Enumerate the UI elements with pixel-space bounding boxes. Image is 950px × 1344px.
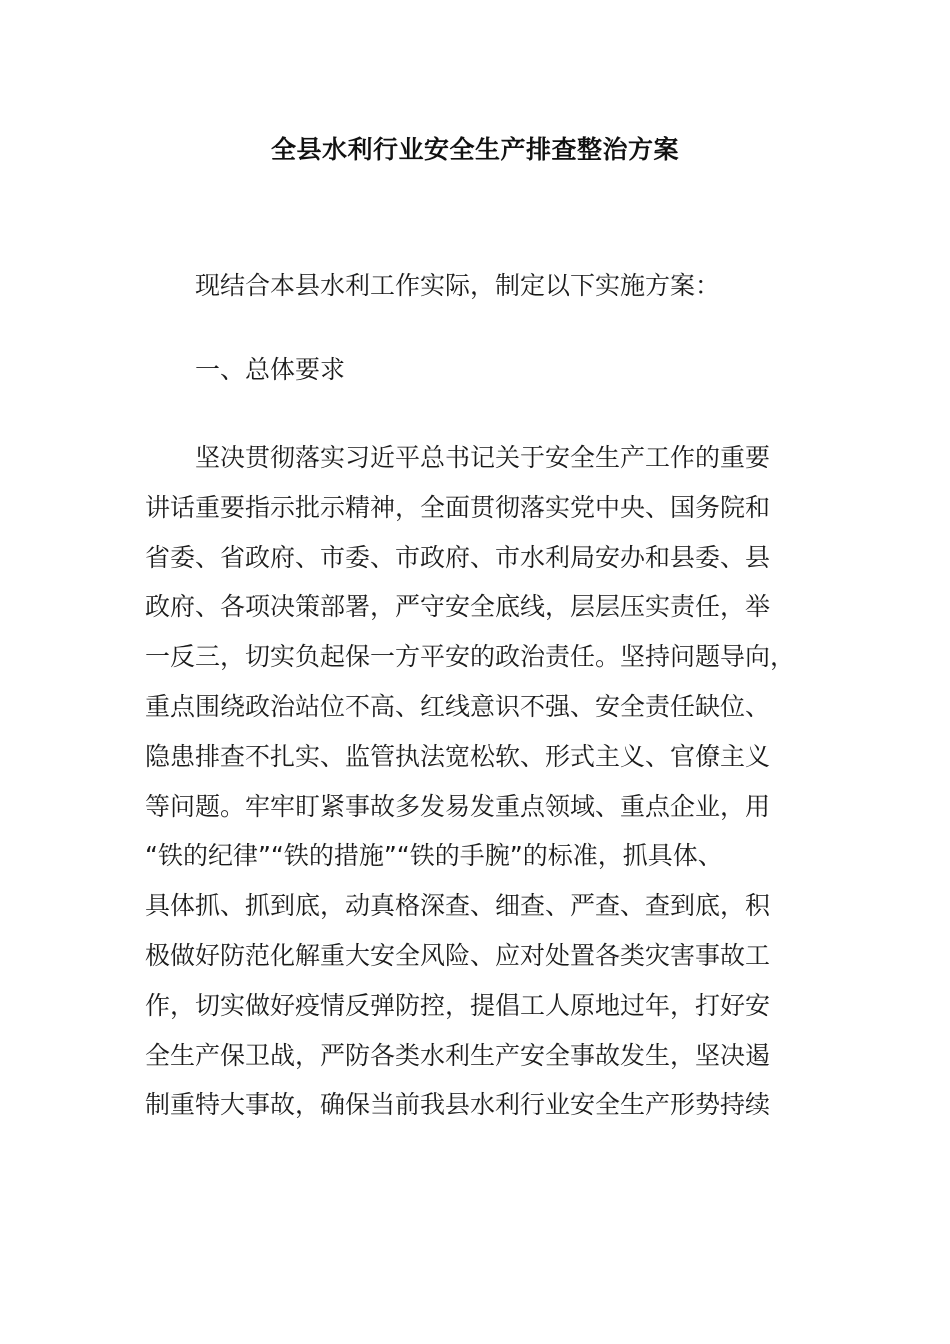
section-body: [145, 438, 825, 1135]
body-line: 重点围绕政治站位不高、红线意识不强、安全责任缺位、: [145, 691, 771, 721]
body-line: “铁的纪律”“铁的措施”“铁的手腕”的标准，抓具体、: [145, 841, 723, 871]
body-line: 全生产保卫战，严防各类水利生产安全事故发生，坚决遏: [145, 1040, 771, 1070]
body-line: 讲话重要指示批示精神，全面贯彻落实党中央、国务院和: [145, 492, 771, 522]
body-line: 隐患排查不扎实、监管执法宽松软、形式主义、官僚主义: [145, 741, 771, 771]
body-line: 作，切实做好疫情反弹防控，提倡工人原地过年，打好安: [145, 990, 771, 1020]
body-line: 政府、各项决策部署，严守安全底线，层层压实责任，举: [145, 592, 771, 622]
body-line: 极做好防范化解重大安全风险、应对处置各类灾害事故工: [145, 940, 771, 970]
body-line: 等问题。牢牢盯紧事故多发易发重点领域、重点企业，用: [145, 791, 771, 821]
body-line: 坚决贯彻落实习近平总书记关于安全生产工作的重要: [195, 443, 771, 472]
document-title: 全县水利行业安全生产排查整治方案: [270, 135, 679, 164]
intro-paragraph: 现结合本县水利工作实际，制定以下实施方案：: [195, 271, 721, 300]
body-line: 省委、省政府、市委、市政府、市水利局安办和县委、县: [145, 542, 771, 572]
section-heading: 一、总体要求: [195, 355, 346, 384]
body-line: 一反三，切实负起保一方平安的政治责任。坚持问题导向，: [145, 642, 796, 672]
body-line: 制重特大事故，确保当前我县水利行业安全生产形势持续: [145, 1090, 771, 1120]
body-line: 具体抓、抓到底，动真格深查、细查、严查、查到底，积: [145, 891, 771, 921]
